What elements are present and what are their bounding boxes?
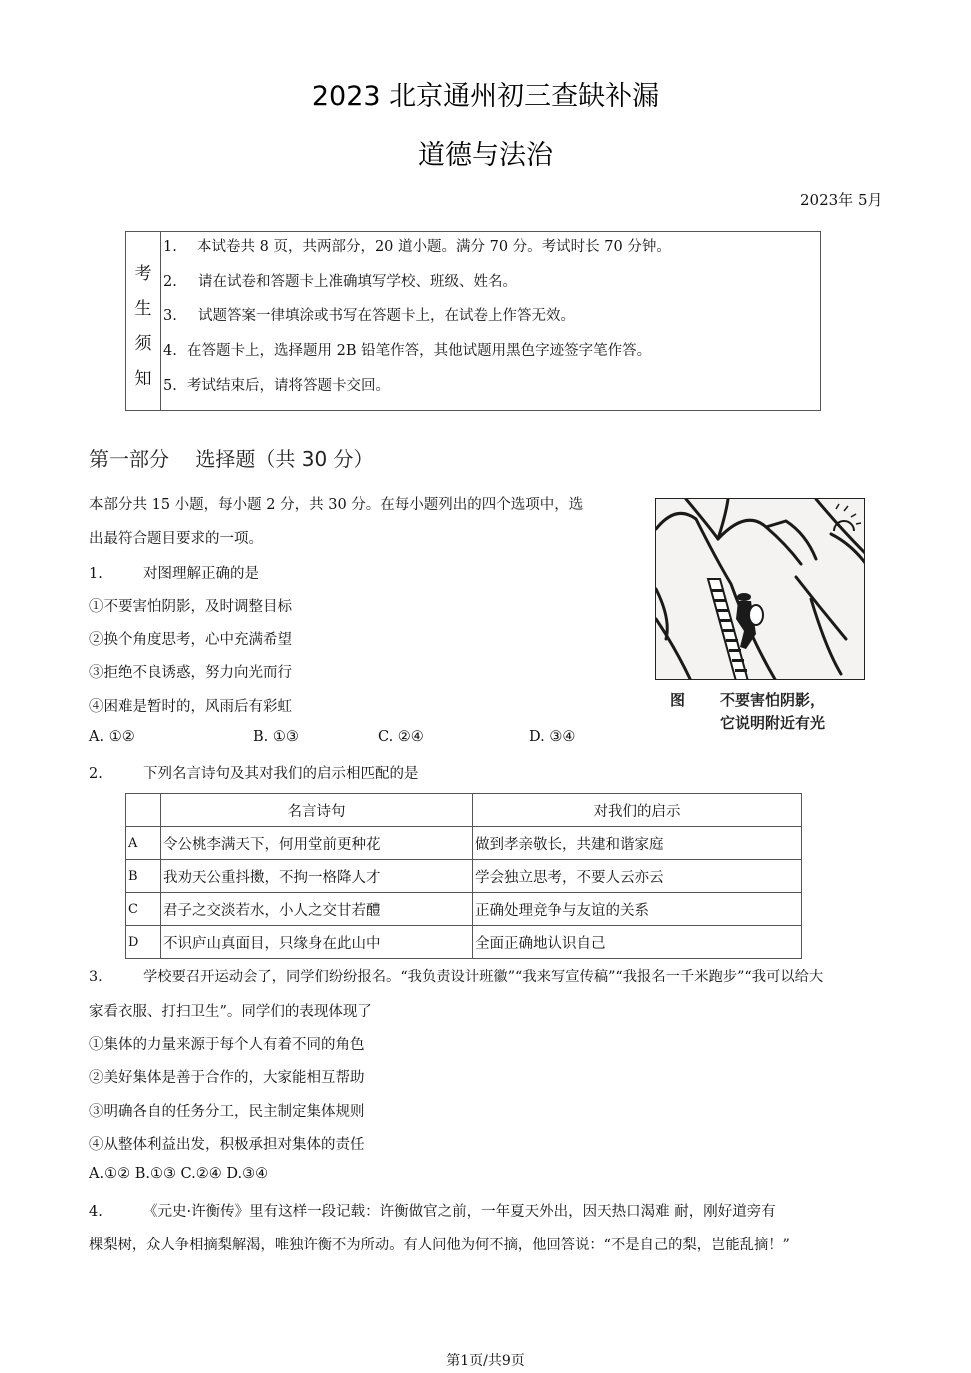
notice-item-number: 5. [163, 378, 177, 394]
table-cell-quote: 令公桃李满天下，何用堂前更种花 [161, 827, 473, 860]
option-d: D. ③④ [529, 729, 576, 745]
quotes-table [125, 793, 802, 959]
section-intro: 出最符合题目要求的一项。 [89, 531, 263, 547]
notice-list [161, 232, 820, 410]
notice-label [126, 232, 161, 410]
table-header-cell: 对我们的启示 [473, 794, 802, 827]
question-3-stem [89, 966, 823, 986]
table-cell-quote: 君子之交淡若水，小人之交甘若醴 [161, 893, 473, 926]
notice-label-char: 须 [134, 334, 152, 354]
table-header-cell [126, 794, 161, 827]
section-intro: 本部分共 15 小题，每小题 2 分，共 30 分。在每小题列出的四个选项中，选 [89, 497, 584, 513]
question-1-statement: ②换个角度思考，心中充满希望 [89, 632, 292, 648]
table-cell-insight: 学会独立思考，不要人云亦云 [473, 860, 802, 893]
page-number: 第1页/共9页 [446, 1353, 525, 1369]
question-3-statement: ①集体的力量来源于每个人有着不同的角色 [89, 1037, 365, 1053]
table-row [126, 893, 802, 926]
notice-item [163, 235, 671, 256]
notice-item-text: 本试卷共 8 页，共两部分，20 道小题。满分 70 分。考试时长 70 分钟。 [197, 239, 671, 255]
question-1-options [89, 729, 575, 745]
notice-label-char: 知 [134, 369, 152, 389]
notice-item [163, 270, 517, 291]
figure-caption-line: 不要害怕阴影， [720, 691, 826, 709]
exam-subject: 道德与法治 [418, 140, 553, 171]
cartoon-illustration [655, 498, 865, 680]
question-4-stem [89, 1200, 776, 1221]
question-3-statement: ③明确各自的任务分工，民主制定集体规则 [89, 1104, 365, 1120]
option-b: B. ①③ [253, 729, 299, 745]
notice-item-text: 考试结束后，请将答题卡交回。 [187, 378, 390, 394]
notice-item-text: 试题答案一律填涂或书写在答题卡上，在试卷上作答无效。 [198, 308, 575, 324]
question-3-stem-cont: 家看衣服、打扫卫生”。同学们的表现体现了 [89, 1004, 372, 1020]
table-cell-label: A [126, 827, 161, 860]
table-cell-insight: 正确处理竞争与友谊的关系 [473, 893, 802, 926]
notice-item-text: 请在试卷和答题卡上准确填写学校、班级、姓名。 [198, 274, 517, 290]
question-text: 学校要召开运动会了，同学们纷纷报名。“我负责设计班徽”“我来写宣传稿”“我报名一千米跑步”“我可以给大 [143, 969, 824, 985]
table-cell-insight: 全面正确地认识自己 [473, 926, 802, 959]
notice-item-number: 3. [163, 308, 177, 324]
notice-item-number: 2. [163, 274, 177, 290]
figure-caption [670, 689, 825, 735]
notice-item [163, 304, 575, 325]
question-number: 4. [89, 1204, 103, 1220]
exam-title: 2023 北京通州初三查缺补漏 [311, 81, 660, 112]
table-header-cell: 名言诗句 [161, 794, 473, 827]
table-cell-label: C [126, 893, 161, 926]
notice-item [163, 339, 651, 360]
question-1-statement: ④困难是暂时的，风雨后有彩虹 [89, 699, 292, 715]
question-text: 《元史·许衡传》里有这样一段记载：许衡做官之前，一年夏天外出，因天热口渴难 耐，刚好道旁有 [143, 1204, 776, 1220]
question-text: 对图理解正确的是 [143, 566, 259, 582]
question-4-stem-cont: 棵梨树，众人争相摘梨解渴，唯独许衡不为所动。有人问他为何不摘，他回答说：“不是自己的梨，岂能乱摘！” [89, 1237, 790, 1253]
table-row [126, 827, 802, 860]
notice-item [163, 374, 390, 395]
figure-label: 图 [670, 691, 686, 709]
question-3-statement: ④从整体利益出发，积极承担对集体的责任 [89, 1137, 365, 1153]
question-text: 下列名言诗句及其对我们的启示相匹配的是 [143, 766, 419, 782]
notice-box [125, 231, 821, 411]
notice-label-char: 生 [134, 299, 152, 319]
option-a: A. ①② [89, 729, 135, 745]
table-cell-label: D [126, 926, 161, 959]
table-row [126, 926, 802, 959]
notice-item-text: 在答题卡上，选择题用 2B 铅笔作答，其他试题用黑色字迹签字笔作答。 [187, 343, 652, 359]
table-cell-quote: 不识庐山真面目，只缘身在此山中 [161, 926, 473, 959]
question-3-options: A.①② B.①③ C.②④ D.③④ [89, 1166, 269, 1182]
option-c: C. ②④ [378, 729, 424, 745]
table-row [126, 860, 802, 893]
question-number: 1. [89, 566, 103, 582]
question-3-statement: ②美好集体是善于合作的，大家能相互帮助 [89, 1070, 365, 1086]
question-1-statement: ①不要害怕阴影，及时调整目标 [89, 599, 292, 615]
table-header-row [126, 794, 802, 827]
question-number: 2. [89, 766, 103, 782]
question-1-statement: ③拒绝不良诱惑，努力向光而行 [89, 665, 292, 681]
table-cell-quote: 我劝天公重抖擞，不拘一格降人才 [161, 860, 473, 893]
section-title: 第一部分 选择题（共 30 分） [89, 447, 374, 471]
table-cell-insight: 做到孝亲敬长，共建和谐家庭 [473, 827, 802, 860]
figure-caption-line: 它说明附近有光 [720, 714, 826, 732]
exam-date: 2023年 5月 [800, 191, 883, 209]
question-1-stem [89, 562, 259, 583]
notice-label-char: 考 [134, 264, 152, 284]
question-2-stem [89, 762, 419, 783]
notice-item-number: 1. [163, 239, 177, 255]
table-cell-label: B [126, 860, 161, 893]
question-number: 3. [89, 969, 103, 985]
notice-item-number: 4. [163, 343, 177, 359]
mountain-stairs-drawing [656, 499, 865, 680]
